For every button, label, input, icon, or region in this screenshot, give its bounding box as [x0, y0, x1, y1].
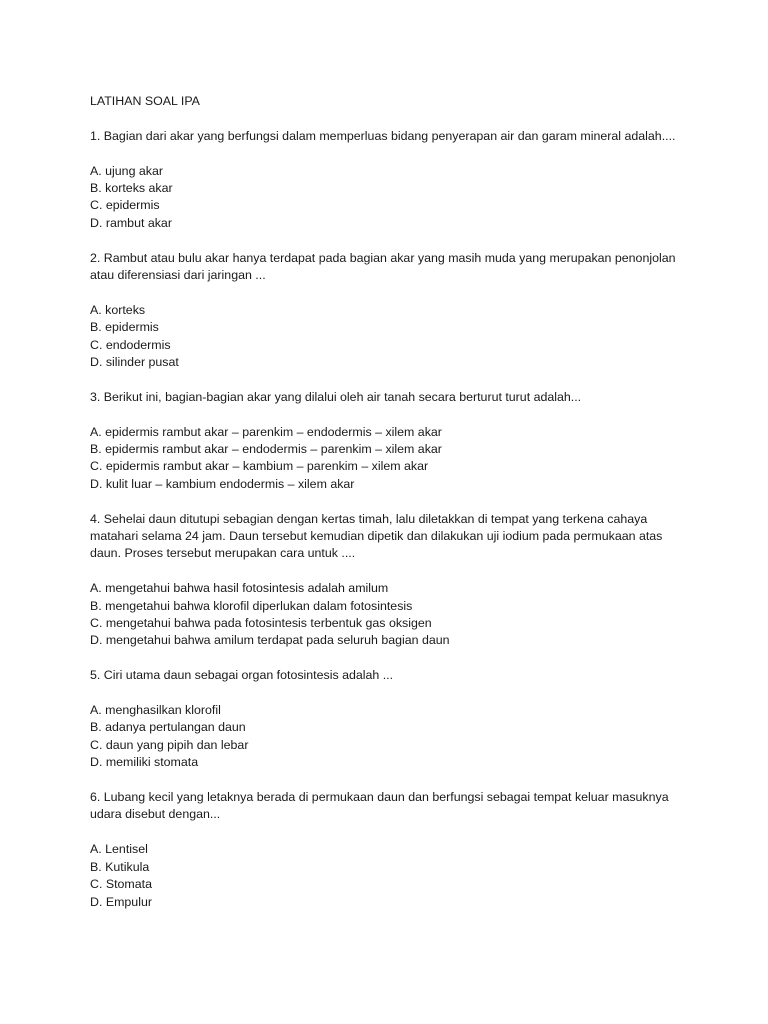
question-3 — [90, 389, 690, 493]
question-text: 6. Lubang kecil yang letaknya berada di permukaan daun dan berfungsi sebagai tempat keluar masuknya udara disebut dengan... — [90, 790, 669, 822]
option-b: B. epidermis — [90, 320, 159, 335]
answer-options — [90, 424, 690, 494]
option-c: C. endodermis — [90, 337, 171, 352]
option-a: A. mengetahui bahwa hasil fotosintesis adalah amilum — [90, 581, 389, 596]
option-c: C. mengetahui bahwa pada fotosintesis terbentuk gas oksigen — [90, 616, 432, 631]
question-text: 3. Berikut ini, bagian-bagian akar yang dilalui oleh air tanah secara berturut turut adalah... — [90, 389, 582, 404]
question-text: 1. Bagian dari akar yang berfungsi dalam memperluas bidang penyerapan air dan garam mineral adalah.... — [90, 128, 676, 143]
option-c: C. epidermis — [90, 198, 160, 213]
option-d: D. rambut akar — [90, 215, 172, 230]
answer-options — [90, 702, 690, 772]
answer-options — [90, 841, 690, 911]
question-2 — [90, 250, 690, 372]
option-b: B. mengetahui bahwa klorofil diperlukan dalam fotosintesis — [90, 598, 413, 613]
option-b: B. korteks akar — [90, 181, 173, 195]
option-c: C. daun yang pipih dan lebar — [90, 737, 249, 752]
option-a: A. ujung akar — [90, 163, 164, 178]
option-d: D. memiliki stomata — [90, 755, 199, 770]
option-d: D. kulit luar – kambium endodermis – xilem akar — [90, 476, 355, 491]
option-b: B. Kutikula — [90, 859, 150, 874]
question-1 — [90, 128, 690, 232]
document-page — [90, 93, 690, 928]
answer-options — [90, 163, 690, 233]
answer-options — [90, 580, 690, 650]
answer-options — [90, 302, 690, 372]
option-a: A. epidermis rambut akar – parenkim – endodermis – xilem akar — [90, 424, 442, 439]
option-a: A. Lentisel — [90, 842, 148, 857]
question-text: 2. Rambut atau bulu akar hanya terdapat pada bagian akar yang masih muda yang merupakan penonjolan atau diferensiasi dari jaringan ... — [90, 250, 676, 283]
option-a: A. menghasilkan klorofil — [90, 703, 221, 718]
option-d: D. Empulur — [90, 894, 152, 909]
option-d: D. mengetahui bahwa amilum terdapat pada seluruh bagian daun — [90, 633, 450, 648]
document-title: LATIHAN SOAL IPA — [90, 94, 200, 108]
option-d: D. silinder pusat — [90, 355, 179, 370]
option-c: C. epidermis rambut akar – kambium – parenkim – xilem akar — [90, 459, 429, 474]
option-a: A. korteks — [90, 302, 146, 317]
question-4 — [90, 511, 690, 650]
question-text: 5. Ciri utama daun sebagai organ fotosintesis adalah ... — [90, 668, 394, 683]
option-b: B. epidermis rambut akar – endodermis – parenkim – xilem akar — [90, 442, 442, 457]
question-5 — [90, 667, 690, 771]
option-b: B. adanya pertulangan daun — [90, 720, 246, 735]
question-text: 4. Sehelai daun ditutupi sebagian dengan kertas timah, lalu diletakkan di tempat yang terkena cahaya matahari selama 24 jam. Daun tersebut kemudian dipetik dan dilakukan uji iodium pada permukaan atas daun. Proses tersebut merupakan cara untuk .... — [90, 511, 663, 561]
option-c: C. Stomata — [90, 877, 152, 892]
question-6 — [90, 789, 690, 911]
